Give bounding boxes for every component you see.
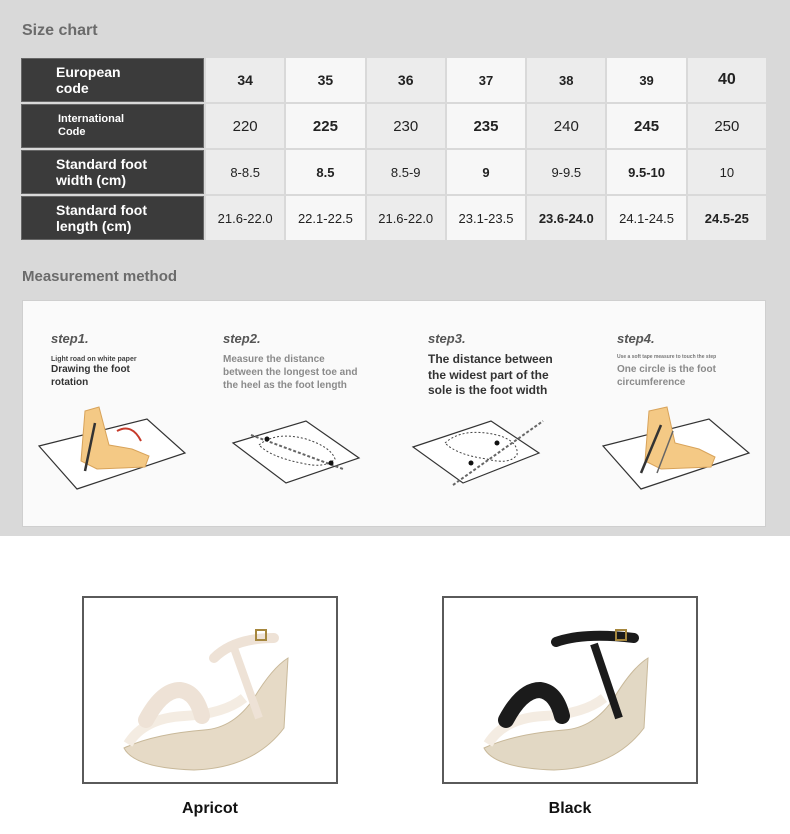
row-header-line: length (cm): [56, 218, 132, 234]
table-cell: 39: [607, 58, 685, 102]
table-cell: 21.6-22.0: [367, 196, 445, 240]
table-cell: 250: [688, 104, 766, 148]
table-cell: 24.5-25: [688, 196, 766, 240]
table-cell: 8.5-9: [367, 150, 445, 194]
table-cell: 10: [688, 150, 766, 194]
step-desc-line: The distance between: [428, 352, 553, 366]
row-header-line: Standard foot: [56, 155, 147, 172]
table-cell: 23.1-23.5: [447, 196, 525, 240]
step-desc-line: the heel as the foot length: [223, 380, 347, 391]
step-desc-line: between the longest toe and: [223, 367, 358, 378]
step-title: step2.: [223, 331, 261, 346]
product-label-black: Black: [548, 800, 592, 817]
step-desc-line: One circle is the foot: [617, 363, 716, 375]
product-image-black[interactable]: [442, 596, 698, 784]
table-cell: 23.6-24.0: [527, 196, 605, 240]
row-header-line: code: [56, 80, 89, 96]
table-cell: 235: [447, 104, 525, 148]
step-desc-line: Measure the distance: [223, 354, 325, 365]
table-cell: 8-8.5: [206, 150, 284, 194]
table-cell: 240: [527, 104, 605, 148]
measurement-step-1: [51, 331, 216, 389]
step-subtext: Use a soft tape measure to touch the step: [617, 354, 717, 360]
measurement-step-2: [223, 331, 388, 392]
step-desc-line: rotation: [51, 376, 89, 388]
table-cell: 35: [286, 58, 364, 102]
step-desc-line: circumference: [617, 376, 686, 388]
size-chart-title: Size chart: [22, 22, 98, 39]
measurement-title: Measurement method: [22, 268, 178, 285]
foot-circumference-illustration: [601, 401, 751, 496]
size-table: [21, 58, 766, 240]
product-image-apricot[interactable]: [82, 596, 338, 784]
step-title: step1.: [51, 331, 89, 346]
table-cell: 24.1-24.5: [607, 196, 685, 240]
row-header-line: width (cm): [56, 172, 126, 188]
row-header-line: Standard foot: [56, 201, 147, 218]
row-header-line: International: [58, 113, 125, 126]
step-title: step3.: [428, 331, 466, 346]
table-cell: 220: [206, 104, 284, 148]
product-label-apricot: Apricot: [182, 800, 238, 817]
foot-tracing-illustration: [37, 401, 187, 496]
foot-length-illustration: [231, 413, 361, 488]
row-header-international-code: [21, 104, 204, 148]
table-cell: 9-9.5: [527, 150, 605, 194]
step-title: step4.: [617, 331, 655, 346]
step-desc-line: Drawing the foot: [51, 364, 130, 376]
table-cell: 230: [367, 104, 445, 148]
table-cell: 37: [447, 58, 525, 102]
sandal-black-icon: [444, 598, 696, 782]
measurement-panel: [22, 300, 766, 527]
table-cell: 36: [367, 58, 445, 102]
table-cell: 22.1-22.5: [286, 196, 364, 240]
table-cell: 9.5-10: [607, 150, 685, 194]
measurement-step-3: [428, 331, 593, 399]
table-cell: 38: [527, 58, 605, 102]
foot-width-illustration: [411, 413, 551, 488]
table-cell: 9: [447, 150, 525, 194]
table-cell: 225: [286, 104, 364, 148]
row-header-european-code: [21, 58, 204, 102]
row-header-foot-width: [21, 150, 204, 194]
table-cell: 245: [607, 104, 685, 148]
step-subtext: Light road on white paper: [51, 356, 137, 363]
table-cell: 40: [688, 58, 766, 102]
step-desc-line: sole is the foot width: [428, 383, 548, 398]
row-header-line: Code: [58, 126, 86, 138]
row-header-foot-length: [21, 196, 204, 240]
table-cell: 8.5: [286, 150, 364, 194]
table-cell: 21.6-22.0: [206, 196, 284, 240]
table-cell: 34: [206, 58, 284, 102]
row-header-line: European: [56, 63, 121, 80]
sandal-apricot-icon: [84, 598, 336, 782]
step-desc-line: the widest part of the: [428, 367, 549, 382]
measurement-step-4: [617, 331, 782, 389]
